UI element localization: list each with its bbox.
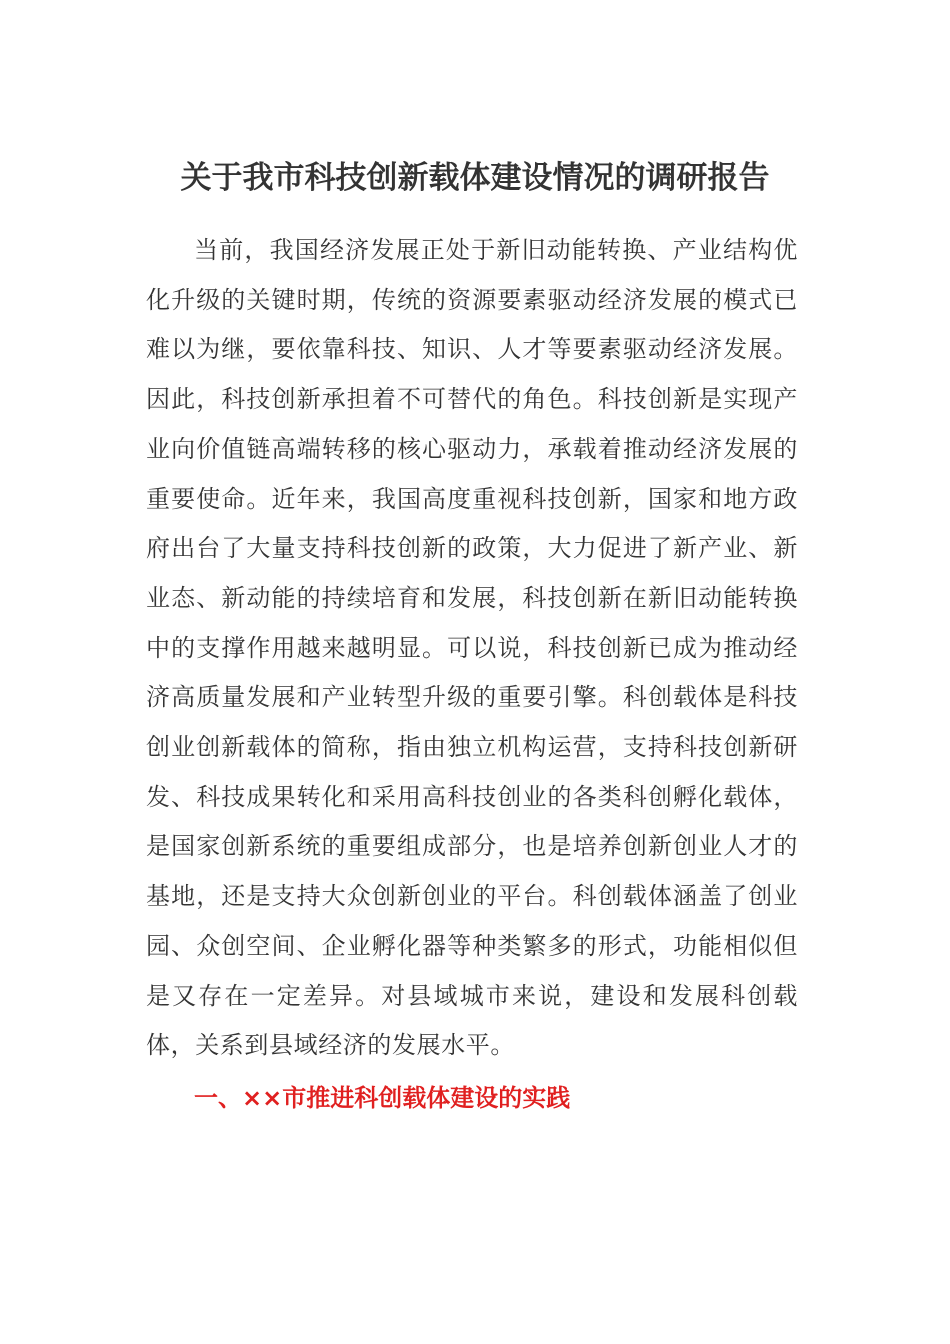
document-title: 关于我市科技创新载体建设情况的调研报告 [180,160,770,196]
section-heading: 一、××市推进科创载体建设的实践 [194,1084,571,1112]
intro-paragraph: 当前，我国经济发展正处于新旧动能转换、产业结构优化升级的关键时期，传统的资源要素驱动经济发展的模式已难以为继，要依靠科技、知识、人才等要素驱动经济发展。因此，科技创新承担着不可替代的角色。科技创新是实现产业向价值链高端转移的核心驱动力，承载着推动经济发展的重要使命。近年来，我国高度重视科技创新，国家和地方政府出台了大量支持科技创新的政策，大力促进了新产业、新业态、新动能的持续培育和发展，科技创新在新旧动能转换中的支撑作用越来越明显。可以说，科技创新已成为推动经济高质量发展和产业转型升级的重要引擎。科创载体是科技创业创新载体的简称，指由独立机构运营，支持科技创新研发、科技成果转化和采用高科技创业的各类科创孵化载体，是国家创新系统的重要组成部分，也是培养创新创业人才的基地，还是支持大众创新创业的平台。科创载体涵盖了创业园、众创空间、企业孵化器等种类繁多的形式，功能相似但是又存在一定差异。对县域城市来说，建设和发展科创载体，关系到县域经济的发展水平。 [146,236,798,1060]
